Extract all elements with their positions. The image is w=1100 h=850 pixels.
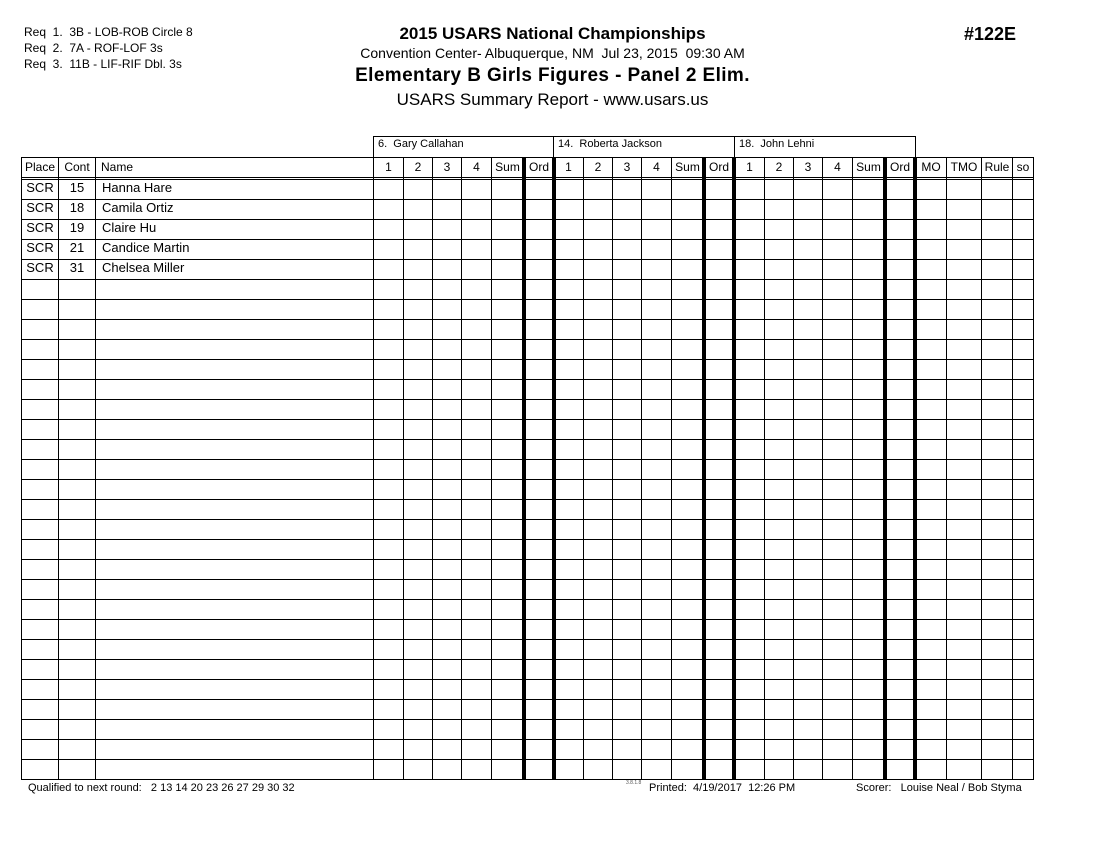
event-title: Elementary B Girls Figures - Panel 2 Elim. <box>355 65 750 86</box>
row-2-place: SCR <box>26 200 54 215</box>
column-header-j1-5: Ord <box>528 160 549 174</box>
column-header-j3-2: 3 <box>804 160 812 174</box>
column-line <box>822 157 823 780</box>
requirement-2: Req 2. 7A - ROF-LOF 3s <box>24 41 163 55</box>
version-label: 3.8.1.8 <box>626 780 642 786</box>
row-2-cont: 18 <box>69 200 85 215</box>
report-title: USARS Summary Report - www.usars.us <box>396 90 709 109</box>
column-header-s3: so <box>1016 160 1030 174</box>
row-3-place: SCR <box>26 220 54 235</box>
column-line <box>403 157 404 780</box>
column-line <box>793 157 794 780</box>
printed-timestamp: Printed: 4/19/2017 12:26 PM <box>649 782 796 794</box>
venue-date: Convention Center- Albuquerque, NM Jul 23, 2015 09:30 AM <box>360 45 745 61</box>
column-header-name: Name <box>101 160 134 174</box>
column-header-j2-4: Sum <box>675 160 700 174</box>
column-header-j1-0: 1 <box>385 160 392 174</box>
thick-divider <box>732 157 736 780</box>
column-line <box>491 157 492 780</box>
column-line <box>946 157 947 780</box>
column-header-j1-3: 4 <box>473 160 480 174</box>
column-line <box>373 157 374 780</box>
row-5-place: SCR <box>26 260 54 275</box>
column-header-j2-1: 2 <box>594 160 602 174</box>
column-line <box>852 157 853 780</box>
judge-1-label: 6. Gary Callahan <box>373 136 554 157</box>
row-1-cont: 15 <box>69 180 85 195</box>
column-header-s0: MO <box>921 160 941 174</box>
column-header-j2-2: 3 <box>623 160 631 174</box>
column-line <box>981 157 982 780</box>
thick-divider <box>913 157 917 780</box>
column-header-j3-3: 4 <box>834 160 841 174</box>
requirement-3: Req 3. 11B - LIF-RIF Dbl. 3s <box>24 57 182 71</box>
column-header-j3-5: Ord <box>889 160 910 174</box>
column-header-j3-0: 1 <box>746 160 753 174</box>
column-header-j1-2: 3 <box>443 160 451 174</box>
column-header-j3-1: 2 <box>775 160 783 174</box>
requirement-1: Req 1. 3B - LOB-ROB Circle 8 <box>24 25 193 39</box>
column-header-j2-0: 1 <box>565 160 572 174</box>
judge-2-label: 14. Roberta Jackson <box>553 136 735 157</box>
column-header-j1-1: 2 <box>414 160 422 174</box>
judge-3-label: 18. John Lehni <box>734 136 916 157</box>
column-line <box>764 157 765 780</box>
column-header-j2-5: Ord <box>708 160 729 174</box>
column-header-cont: Cont <box>64 160 90 174</box>
column-line <box>461 157 462 780</box>
scorer-names: Scorer: Louise Neal / Bob Styma <box>856 782 1022 794</box>
row-4-cont: 21 <box>69 240 85 255</box>
column-line <box>583 157 584 780</box>
event-number: #122E <box>964 24 1017 44</box>
row-5-name: Chelsea Miller <box>102 260 185 275</box>
thick-divider <box>552 157 556 780</box>
championship-title: 2015 USARS National Championships <box>399 24 706 43</box>
qualified-list: Qualified to next round: 2 13 14 20 23 26 27 29 30 32 <box>28 782 295 794</box>
row-5-cont: 31 <box>69 260 85 275</box>
row-3-cont: 19 <box>69 220 85 235</box>
column-header-j1-4: Sum <box>495 160 520 174</box>
column-line <box>432 157 433 780</box>
column-header-place: Place <box>24 160 56 174</box>
column-header-s1: TMO <box>950 160 978 174</box>
column-line <box>1033 157 1034 780</box>
thick-divider <box>883 157 887 780</box>
row-1-name: Hanna Hare <box>102 180 173 195</box>
row-3-name: Claire Hu <box>102 220 157 235</box>
column-header-j3-4: Sum <box>856 160 881 174</box>
thick-divider <box>522 157 526 780</box>
column-line <box>641 157 642 780</box>
row-4-name: Candice Martin <box>102 240 190 255</box>
column-line <box>612 157 613 780</box>
row-1-place: SCR <box>26 180 54 195</box>
column-header-j2-3: 4 <box>653 160 660 174</box>
column-header-s2: Rule <box>984 160 1010 174</box>
thick-divider <box>702 157 706 780</box>
row-4-place: SCR <box>26 240 54 255</box>
row-2-name: Camila Ortiz <box>102 200 174 215</box>
column-line <box>1012 157 1013 780</box>
column-line <box>671 157 672 780</box>
